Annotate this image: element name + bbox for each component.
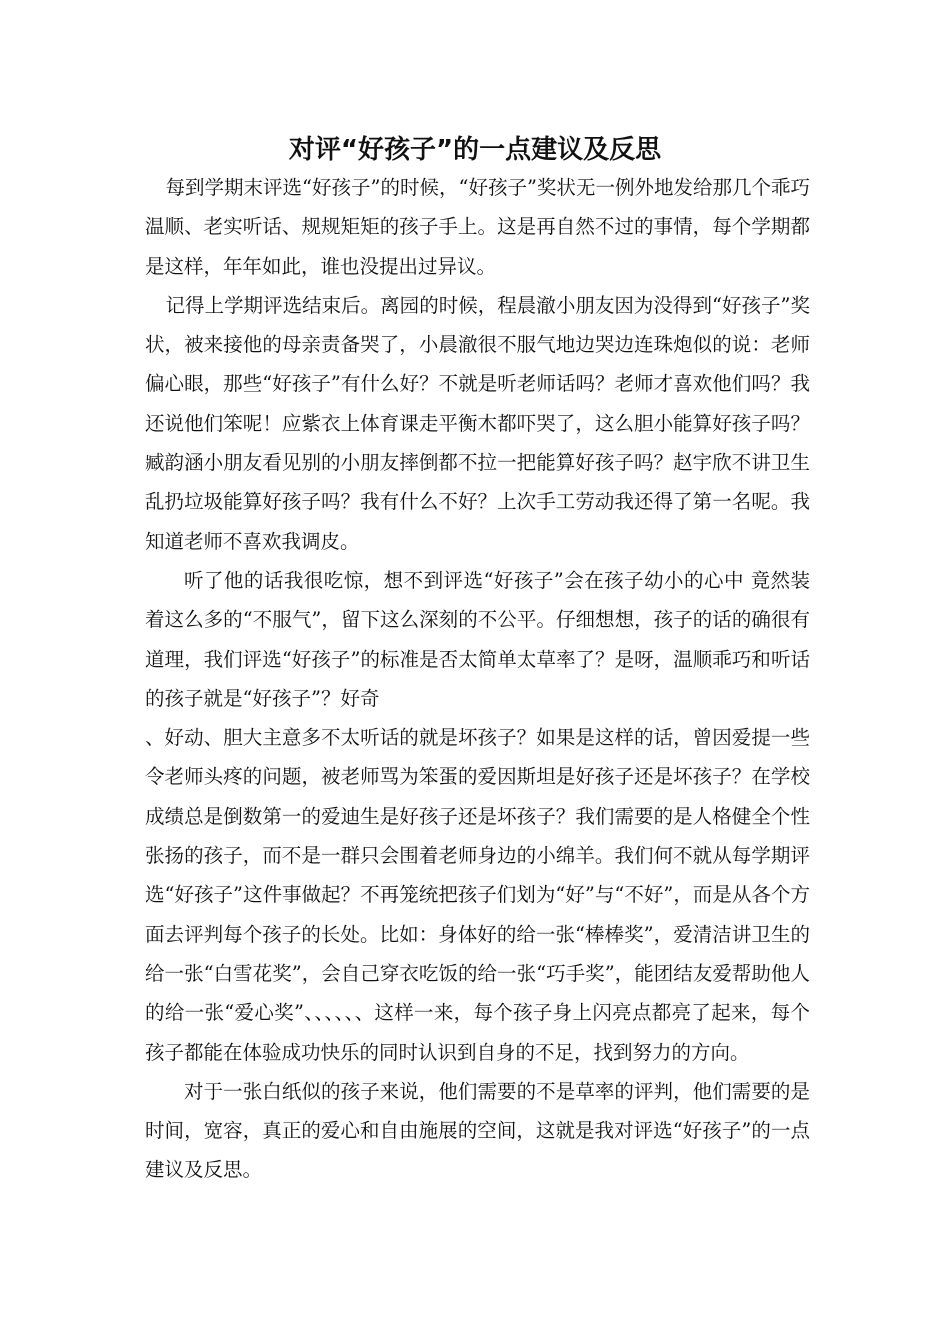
paragraph-2: 记得上学期评选结束后。离园的时候，程晨澈小朋友因为没得到“好孩子”奖状，被来接他的母亲责备哭了，小晨澈很不服气地边哭边连珠炮似的说：老师偏心眼，那些“好孩子”有什么好？不就是听老师话吗？老师才喜欢他们吗？我还说他们笨呢！应紫衣上体育课走平衡木都吓哭了，这么胆小能算好孩子吗？臧韵涵小朋友看见别的小朋友摔倒都不拉一把能算好孩子吗？赵宇欣不讲卫生乱扔垃圾能算好孩子吗？我有什么不好？上次手工劳动我还得了第一名呢。我知道老师不喜欢我调皮。 bbox=[145, 293, 810, 553]
document-body bbox=[145, 168, 810, 1190]
document-title: 对评“好孩子”的一点建议及反思 bbox=[288, 135, 662, 165]
paragraph-1: 每到学期末评选“好孩子”的时候，“好孩子”奖状无一例外地发给那几个乖巧温顺、老实听话、规规矩矩的孩子手上。这是再自然不过的事情，每个学期都是这样，年年如此，谁也没提出过异议。 bbox=[145, 176, 810, 278]
paragraph-4: 、好动、胆大主意多不太听话的就是坏孩子？如果是这样的话，曾因爱提一些令老师头疼的问题，被老师骂为笨蛋的爱因斯坦是好孩子还是坏孩子？在学校成绩总是倒数第一的爱迪生是好孩子还是坏孩子？我们需要的是人格健全个性张扬的孩子，而不是一群只会围着老师身边的小绵羊。我们何不就从每学期评选“好孩子”这件事做起？不再笼统把孩子们划为“好”与“不好”，而是从各个方面去评判每个孩子的长处。比如：身体好的给一张“棒棒奖”，爱清洁讲卫生的给一张“白雪花奖”，会自己穿衣吃饭的给一张“巧手奖”，能团结友爱帮助他人的给一张“爱心奖”、、、、、、这样一来，每个孩子身上闪亮点都亮了起来，每个孩子都能在体验成功快乐的同时认识到自身的不足，找到努力的方向。 bbox=[145, 726, 810, 1064]
paragraph-5: 对于一张白纸似的孩子来说，他们需要的不是草率的评判，他们需要的是时间，宽容，真正的爱心和自由施展的空间，这就是我对评选“好孩子”的一点建议及反思。 bbox=[145, 1079, 810, 1182]
paragraph-3: 听了他的话我很吃惊，想不到评选“好孩子”会在孩子幼小的心中 竟然装着这么多的“不服气”，留下这么深刻的不公平。仔细想想，孩子的话的确很有道理，我们评选“好孩子”的标准是否太简单太草率了？是呀，温顺乖巧和听话的孩子就是“好孩子”？好奇 bbox=[145, 568, 810, 710]
